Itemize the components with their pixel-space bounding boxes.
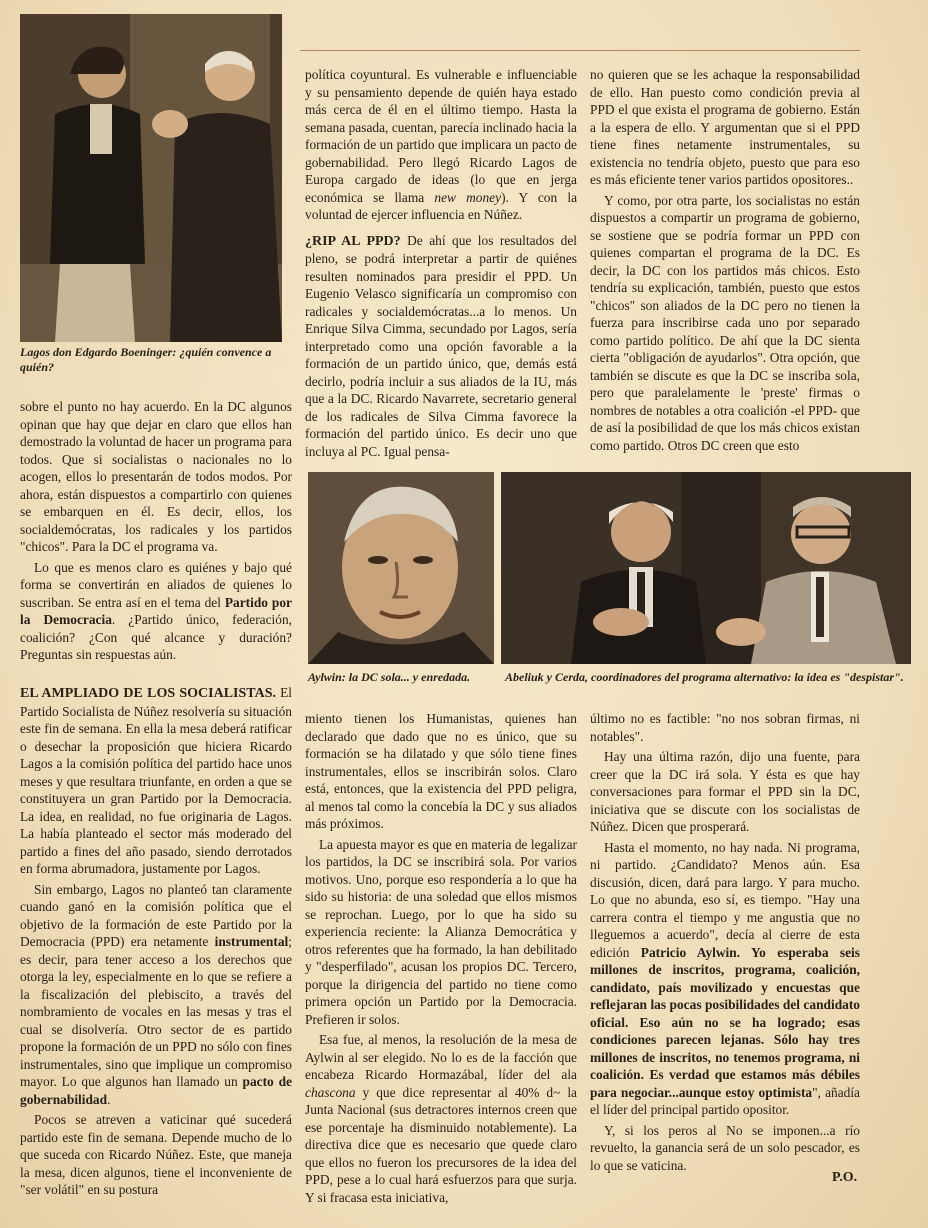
paragraph: no quieren que se les achaque la responsabilidad de ello. Han puesto como condición previa al PPD el que exista el programa de gobierno. Están a la espera de ello. Y argumentan que si el PPD tiene fines netamente instrumentales, su existencia no tendría objeto, puesto que para eso es más eficiente tener varios partidos opositores..: [590, 67, 860, 187]
paragraph: La apuesta mayor es que en materia de legalizar los partidos, la DC se inscribirá sola. Por varios motivos. Uno, porque eso respondería a lo que ha sido su historia: de una soledad que ellos mismos se reprochan. Luego, por lo que ha sido su experiencia reciente: la Alianza Democrática y otros referentes que ha formado, la han debilitado y "desperfilado", acusan los propios DC. Tercero, porque la dirigencia del partido no tiene como primera opción un Partido por la Democracia. Prefieren ir solos.: [305, 836, 577, 1027]
text-run: .: [107, 1091, 111, 1107]
text-run: ; es decir, para tener acceso a los derechos que otorga la ley, especialmente en lo que se refiere a la fiscalización del plebiscito, a través del nombramiento de vocales en las mesas y tras el cual se disolvería. Otro sector de es partido propone la formación de un PPD no sólo con fines instrumentales, sino que implique un compromiso mayor. Lo que algunos han llamado un: [20, 934, 292, 1089]
column-1-top: [20, 398, 292, 667]
paragraph: Pocos se atreven a vaticinar qué sucederá partido este fin de semana. Depende mucho de lo que suceda con Ricardo Núñez. Este, que maneja la mesa, dicen algunos, tiene el inconveniente de "ser volátil" en su postura: [20, 1112, 292, 1197]
text-run: El Partido Socialista de Núñez resolvería su situación este fin de semana. En ella la mesa deberá ratificar o desechar la proposición que hiciera Ricardo Lagos a la comisión política del partido hace unos meses y que resultara triunfante, en orden a que se constituyera un gran Partido por la Democracia. La idea, en realidad, no fue originaria de Lagos. La había planteado el sector más moderado del partido a fines del año pasado, siendo derrotados en forma abrumadora, justamente por Lagos.: [20, 685, 293, 876]
paragraph: [590, 839, 860, 1119]
section-heading: ¿RIP AL PPD?: [305, 233, 401, 249]
text-run: ", añadía el líder del principal partido opositor.: [590, 1084, 861, 1117]
paragraph: miento tienen los Humanistas, quienes han declarado que dado que no es único, que su formación se ha dilatado y que sólo tiene fines instrumentales, ellos se inscribirán solos. Claro está, entonces, que la existencia del PPD peligra, al menos tal como la concebía la DC y sus aliados más próximos.: [305, 711, 577, 831]
italic-run: new money: [434, 189, 502, 205]
text-run: De ahí que los resultados del pleno, se podrá interpretar a partir de quiénes resulten nominados para presidir el PPD. Un Eugenio Velasco significaría un compromiso con radicales y socialdemócratas...a lo menos. Un Enrique Silva Cimma, secundado por Lagos, sería interpretado como una opción favorable a la formación de un partido único, que, demás está decirlo, podría incluir a sus aliados de la IU, más que a la DC. Ricardo Navarrete, secretario general de los radicales de Silva Cimma favorece la formación del partido único. Es decir uno que incluya al PC. Igual pensa-: [305, 232, 577, 459]
paragraph: [20, 559, 292, 664]
text-run: ). Y con la voluntad de ejercer influencia en Núñez.: [305, 189, 578, 222]
paragraph: Hay una última razón, dijo una fuente, para creer que la DC irá sola. Y ésta es que hay conversaciones para formar el PPD sin la DC, iniciativa que se discute con los socialistas de Núñez. Dicen que prosperará.: [590, 749, 860, 834]
column-1-bottom: [20, 684, 292, 1202]
paragraph: [305, 232, 577, 461]
text-run: Lo que es menos claro es quiénes y bajo qué forma se convertirán en aliados de quienes lo suscriban. Se entra así en el tema del: [20, 559, 292, 610]
text-run: Hasta el momento, no hay nada. Ni programa, ni partido. ¿Candidato? Menos aún. Esa discusión, dicen, dará para largo. Y para mucho. Lo que no abunda, eso sí, es tiempo. "Hay una carrera contra el tiempo y me angustia que no lleguemos a acuerdo", decía al cierre de esta edición: [590, 839, 860, 960]
text-run: y que dice representar al 40% d~ la Junta Nacional (sus detractores internos creen que ese porcentaje ha disminuido notablemente). La directiva dice que es necesario que quede claro que ellos no fueron los precursores de la idea del PPD, pese a lo cual hará esfuerzos para que surja. Y si fracasa esta iniciativa,: [305, 1084, 577, 1205]
paragraph: [20, 684, 292, 878]
bold-run: instrumental: [214, 934, 289, 949]
caption-lagos: Lagos don Edgardo Boeninger: ¿quién convence a quién?: [20, 345, 272, 374]
paragraph: [305, 1031, 577, 1206]
italic-run: chascona: [305, 1084, 356, 1100]
bold-quote: Patricio Aylwin. Yo esperaba seis millones de inscritos, programa, coalición, candidato, país movilizado y encuestas que reflejaran las pocas posibilidades del candidato oficial. Eso aún no se ha logrado; esas condiciones parecen lejanas. Sólo hay tres millones de inscritos, no tenemos programa, ni coalición. Es verdad que estamos más débiles para negociar...aunque estoy optimista: [590, 944, 860, 1100]
caption-aylwin: Aylwin: la DC sola... y enredada.: [308, 670, 471, 684]
text-run: política coyuntural. Es vulnerable e influenciable y su pensamiento depende de quién haya estado más cerca de él en el último tiempo. Hasta la semana pasada, cuentan, parecía inclinado hacia la formación de un partido que implicara un pacto de gobernabilidad. Pero llegó Ricardo Lagos de Europa cargado de ideas (lo que en jerga económica se llama: [305, 67, 577, 205]
author-signature: P.O.: [832, 1170, 858, 1185]
bold-run: pacto de gobernabilidad: [20, 1074, 292, 1107]
paragraph: [305, 66, 577, 224]
photo-lagos-boeninger: [20, 14, 282, 342]
paragraph: sobre el punto no hay acuerdo. En la DC algunos opinan que hay que dejar en claro que ellos han demostrado la voluntad de hacer un programa para todos. Que si socialistas o nacionales no lo acogen, ellos lo presentarán de todos modos. Por ahora, están dispuestos a compartirlo con quienes se embarquen en él. Es decir, ellos, los socialdemócratas, los radicales y los partidos "chicos". Para la DC el programa va.: [20, 399, 292, 554]
column-3-top: [590, 66, 860, 457]
paragraph: [20, 881, 292, 1109]
paragraph: Y como, por otra parte, los socialistas no están dispuestos a compartir un programa de gobierno, se sostiene que se podría formar un PPD con quienes compartan el programa de la DC. Es decir, la DC con los partidos más chicos. Esto tendría su explicación, también, puesto que estos "chicos" son aliados de la DC pero no tienen la fuerza para inscribirse cada uno por separado como partido político. De ahí que la DC sienta cierta "obligación de ayudarlos". Otra opción, que también se discute es que la DC se inscriba sola, pero que paralelamente le 'preste' firmas o nombres de notables a otra coalición -el PPD- que de así la posibilidad de que los más chicos existan como partido. Otros DC creen que esto: [590, 192, 860, 453]
text-run: . ¿Partido único, federación, coalición? ¿Con qué alcance y duración? Preguntas sin respuestas aún.: [20, 612, 292, 662]
top-rule: [300, 50, 860, 51]
caption-abeliuk-cerda: Abeliuk y Cerda, coordinadores del programa alternativo: la idea es "despistar".: [505, 670, 904, 684]
photo-aylwin: [308, 472, 494, 664]
section-heading: EL AMPLIADO DE LOS SOCIALISTAS.: [20, 686, 276, 701]
paragraph: último no es factible: "no nos sobran firmas, ni notables".: [590, 711, 860, 744]
paragraph: Y, si los peros al No se imponen...a río revuelto, la ganancia será de un solo pescador, es lo que se vaticina.: [590, 1122, 860, 1173]
text-run: Sin embargo, Lagos no planteó tan claramente cuando ganó en la comisión política que el objetivo de la formación de este Partido por la Democracia (PPD) era netamente: [20, 881, 292, 949]
column-2-bottom: [305, 710, 577, 1209]
column-3-bottom: [590, 710, 860, 1177]
photo-abeliuk-cerda: [501, 472, 911, 664]
text-run: Esa fue, al menos, la resolución de la mesa de Aylwin al ser elegido. No lo es de la facción que encabeza Ricardo Hormazábal, líder del ala: [305, 1032, 577, 1082]
column-2-top: [305, 66, 577, 463]
bold-run: Partido por la Democracia: [20, 594, 292, 627]
